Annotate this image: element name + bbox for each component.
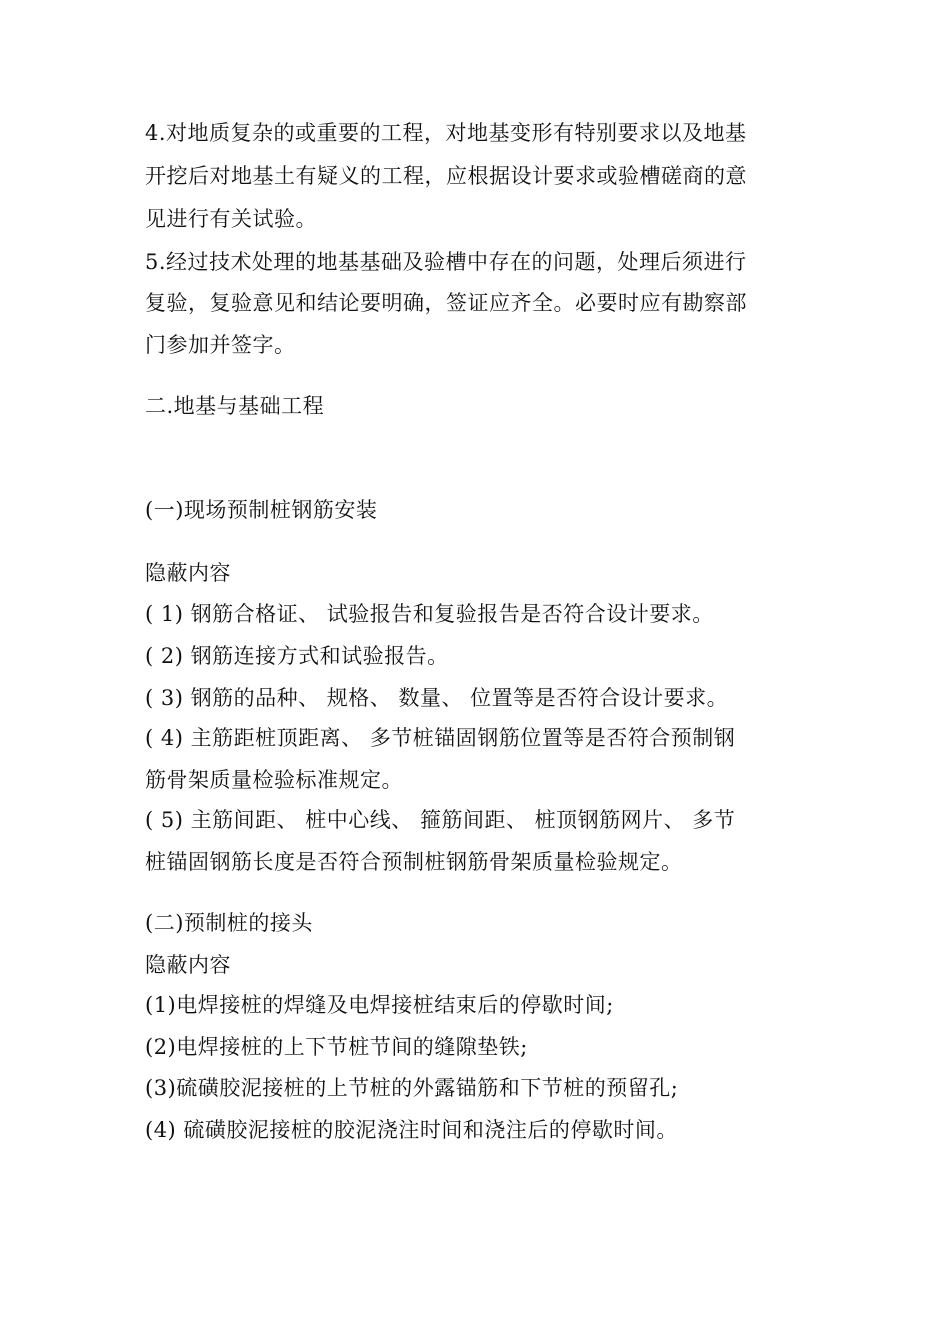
- item-4-line-1: ( 4) 主筋距桩顶距离、 多节桩锚固钢筋位置等是否符合预制钢: [145, 726, 736, 750]
- item-4-line-2: 筋骨架质量检验标准规定。: [145, 768, 403, 792]
- paragraph-5-line-1: 5.经过技术处理的地基基础及验槽中存在的问题，处理后须进行: [145, 250, 747, 274]
- item-1: ( 1) 钢筋合格证、 试验报告和复验报告是否符合设计要求。: [145, 602, 714, 626]
- paragraph-4-line-2: 开挖后对地基土有疑义的工程，应根据设计要求或验槽磋商的意: [145, 164, 747, 188]
- hidden-content-label-2: 隐蔽内容: [145, 953, 231, 977]
- hidden-content-label-1: 隐蔽内容: [145, 561, 231, 585]
- section-heading: 二.地基与基础工程: [145, 394, 325, 418]
- item-5-line-2: 桩锚固钢筋长度是否符合预制桩钢筋骨架质量检验规定。: [145, 850, 683, 874]
- joint-item-1: (1)电焊接桩的焊缝及电焊接桩结束后的停歇时间;: [145, 993, 614, 1017]
- joint-item-4: (4) 硫磺胶泥接桩的胶泥浇注时间和浇注后的停歇时间。: [145, 1118, 678, 1142]
- paragraph-5-line-2: 复验，复验意见和结论要明确，签证应齐全。必要时应有勘察部: [145, 291, 747, 315]
- subsection-heading-2: (二)预制桩的接头: [145, 911, 313, 935]
- item-5-line-1: ( 5) 主筋间距、 桩中心线、 箍筋间距、 桩顶钢筋网片、 多节: [145, 808, 736, 832]
- joint-item-2: (2)电焊接桩的上下节桩节间的缝隙垫铁;: [145, 1035, 528, 1059]
- paragraph-4-line-1: 4.对地质复杂的或重要的工程，对地基变形有特别要求以及地基: [145, 121, 747, 145]
- item-2: ( 2) 钢筋连接方式和试验报告。: [145, 644, 449, 668]
- subsection-heading-1: (一)现场预制桩钢筋安装: [145, 498, 378, 522]
- paragraph-4-line-3: 见进行有关试验。: [145, 207, 317, 231]
- joint-item-3: (3)硫磺胶泥接桩的上节桩的外露锚筋和下节桩的预留孔;: [145, 1076, 679, 1100]
- paragraph-5-line-3: 门参加并签字。: [145, 333, 296, 357]
- item-3: ( 3) 钢筋的品种、 规格、 数量、 位置等是否符合设计要求。: [145, 686, 729, 710]
